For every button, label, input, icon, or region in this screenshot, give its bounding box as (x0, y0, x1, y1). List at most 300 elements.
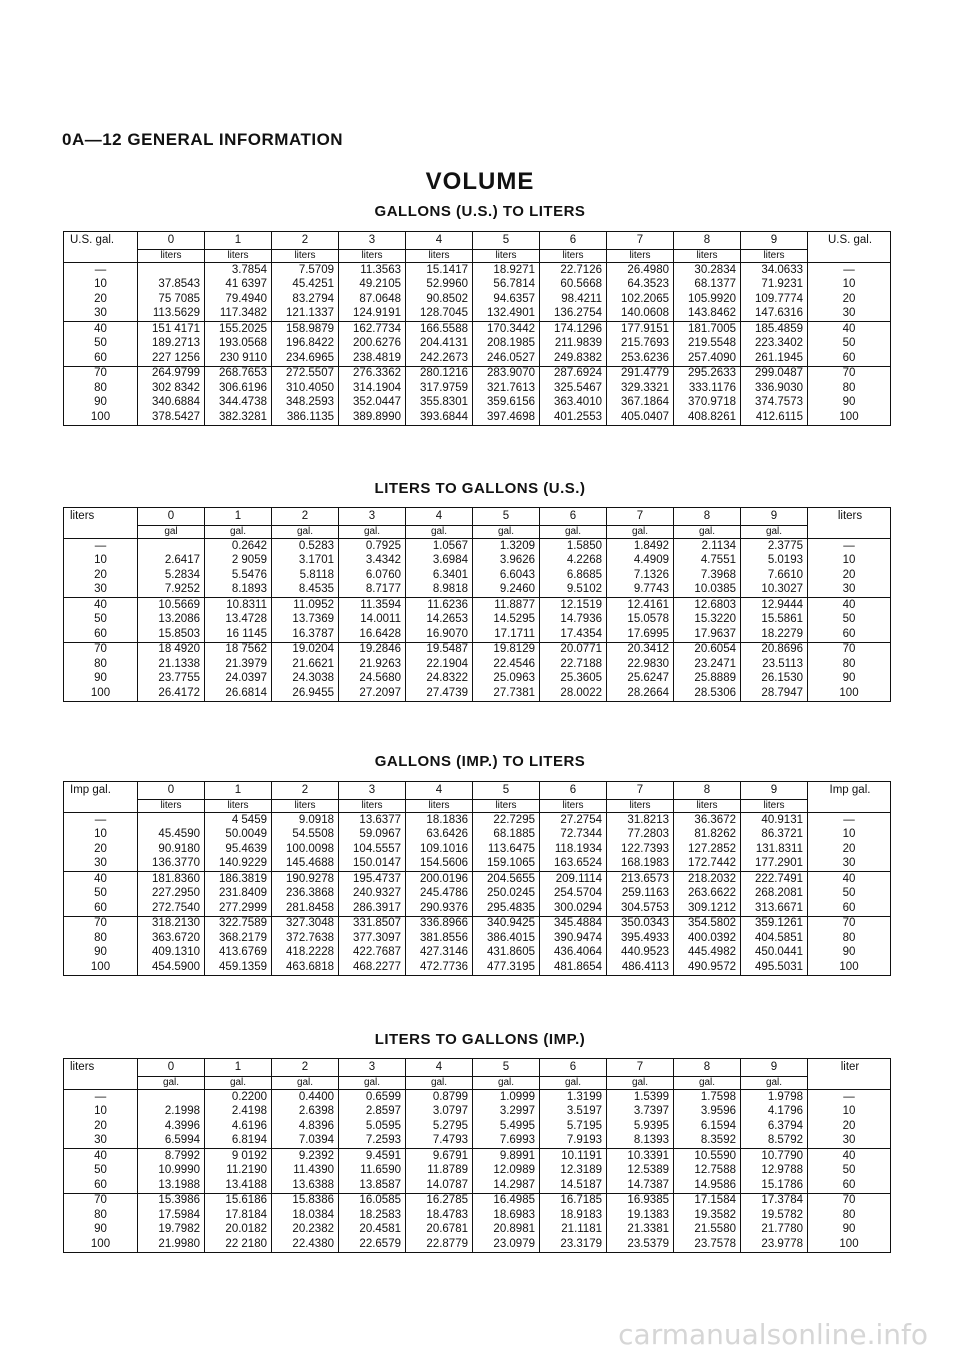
value-cell: 5.7195 (540, 1119, 607, 1134)
units-spacer (64, 526, 138, 539)
value-cell: 77.2803 (607, 828, 674, 843)
value-cell: 21.1181 (540, 1223, 607, 1238)
value-cell: 23.2471 (674, 657, 741, 672)
value-cell: 20.6054 (674, 642, 741, 657)
value-cell: 20.0771 (540, 642, 607, 657)
value-cell: 68.1885 (473, 828, 540, 843)
value-cell: 117.3482 (205, 307, 272, 322)
row-unit-header: Imp gal. (64, 782, 138, 800)
row-label-right: 30 (808, 1134, 891, 1149)
value-cell: 150.0147 (339, 857, 406, 872)
value-cell: 300.0294 (540, 901, 607, 916)
value-cell: 13.2086 (138, 613, 205, 628)
value-cell: 9.2392 (272, 1149, 339, 1164)
table-row (64, 396, 891, 411)
value-cell: 23.7578 (674, 1237, 741, 1253)
value-cell: 11.3563 (339, 263, 406, 278)
value-cell: 359.6156 (473, 396, 540, 411)
value-cell: 12.9788 (741, 1164, 808, 1179)
value-cell: 23.5379 (607, 1237, 674, 1253)
value-cell: 333.1176 (674, 381, 741, 396)
value-cell: 363.4010 (540, 396, 607, 411)
value-cell: 7.4793 (406, 1134, 473, 1149)
value-cell: 227 1256 (138, 351, 205, 366)
value-cell: 413.6769 (205, 946, 272, 961)
row-label: 80 (64, 931, 138, 946)
table-row (64, 381, 891, 396)
row-label-right: 20 (808, 842, 891, 857)
value-cell: 18 7562 (205, 642, 272, 657)
value-cell: 19.7982 (138, 1223, 205, 1238)
value-cell: 10.7790 (741, 1149, 808, 1164)
value-cell: 22.6579 (339, 1237, 406, 1253)
column-header: 7 (607, 232, 674, 250)
value-cell: 11.0952 (272, 598, 339, 613)
row-label-right: 40 (808, 872, 891, 887)
value-cell: 79.4940 (205, 292, 272, 307)
value-cell: 17.6995 (607, 627, 674, 642)
value-cell: 95.4639 (205, 842, 272, 857)
value-cell: 9.6791 (406, 1149, 473, 1164)
row-label: 50 (64, 887, 138, 902)
row-label-right: 40 (808, 1149, 891, 1164)
value-cell: 17.1584 (674, 1193, 741, 1208)
table-imp-gal-to-liters (63, 781, 891, 976)
value-cell: 397.4698 (473, 410, 540, 426)
value-cell: 16.7185 (540, 1193, 607, 1208)
value-cell: 18.9183 (540, 1208, 607, 1223)
value-cell: 131.8311 (741, 842, 808, 857)
value-cell: 393.6844 (406, 410, 473, 426)
value-cell: 19.5487 (406, 642, 473, 657)
value-cell: 83.2794 (272, 292, 339, 307)
row-label-right: 100 (808, 1237, 891, 1253)
value-cell: 166.5588 (406, 322, 473, 337)
value-cell: 11.2190 (205, 1164, 272, 1179)
value-cell: 280.1216 (406, 366, 473, 381)
row-label: 40 (64, 598, 138, 613)
row-label-right: — (808, 539, 891, 554)
value-cell: 86.3721 (741, 828, 808, 843)
value-cell: 213.6573 (607, 872, 674, 887)
value-cell: 20.2382 (272, 1223, 339, 1238)
table-row (64, 642, 891, 657)
value-cell: 2.1998 (138, 1105, 205, 1120)
value-cell: 41 6397 (205, 278, 272, 293)
row-label: 50 (64, 613, 138, 628)
value-cell: 290.9376 (406, 901, 473, 916)
value-cell: 12.3189 (540, 1164, 607, 1179)
table-row (64, 539, 891, 554)
value-cell: 257.4090 (674, 351, 741, 366)
column-header: 3 (339, 782, 406, 800)
row-label-right: 50 (808, 1164, 891, 1179)
value-cell: 359.1261 (741, 916, 808, 931)
value-cell: 136.2754 (540, 307, 607, 322)
value-cell: 140.0608 (607, 307, 674, 322)
value-cell: 20.0182 (205, 1223, 272, 1238)
value-cell (138, 263, 205, 278)
header-row (64, 782, 891, 800)
unit-label: gal. (607, 526, 674, 539)
value-cell: 12.5389 (607, 1164, 674, 1179)
value-cell: 24.3038 (272, 672, 339, 687)
value-cell: 345.4884 (540, 916, 607, 931)
value-cell (138, 1090, 205, 1105)
table-row (64, 1149, 891, 1164)
header-row (64, 232, 891, 250)
value-cell: 195.4737 (339, 872, 406, 887)
value-cell: 304.5753 (607, 901, 674, 916)
row-label: 20 (64, 568, 138, 583)
value-cell: 56.7814 (473, 278, 540, 293)
value-cell: 30.2834 (674, 263, 741, 278)
row-label-right: 90 (808, 672, 891, 687)
value-cell: 20.6781 (406, 1223, 473, 1238)
row-label: — (64, 263, 138, 278)
value-cell: 0.2200 (205, 1090, 272, 1105)
table-row (64, 627, 891, 642)
row-label-right: 10 (808, 554, 891, 569)
value-cell: 13.6377 (339, 813, 406, 828)
value-cell: 445.4982 (674, 946, 741, 961)
row-label-right: — (808, 263, 891, 278)
value-cell: 9 0192 (205, 1149, 272, 1164)
column-header: 6 (540, 508, 607, 526)
value-cell: 18.4783 (406, 1208, 473, 1223)
value-cell: 34.0633 (741, 263, 808, 278)
unit-label: liters (473, 250, 540, 263)
value-cell: 24.5680 (339, 672, 406, 687)
value-cell: 28.7947 (741, 686, 808, 702)
row-label-right: 100 (808, 960, 891, 976)
column-header: 3 (339, 508, 406, 526)
value-cell: 21.5580 (674, 1223, 741, 1238)
column-header: 3 (339, 1059, 406, 1077)
table-row (64, 410, 891, 426)
row-label-right: 80 (808, 931, 891, 946)
value-cell: 318.2130 (138, 916, 205, 931)
row-label: 20 (64, 842, 138, 857)
column-header: 8 (674, 1059, 741, 1077)
value-cell: 336.9030 (741, 381, 808, 396)
value-cell: 486.4113 (607, 960, 674, 976)
header-row (64, 1059, 891, 1077)
row-unit-header-right: liter (808, 1059, 891, 1077)
value-cell: 81.8262 (674, 828, 741, 843)
table-row (64, 1119, 891, 1134)
value-cell: 4.1796 (741, 1105, 808, 1120)
value-cell: 16 1145 (205, 627, 272, 642)
value-cell: 254.5704 (540, 887, 607, 902)
row-label-right: 70 (808, 366, 891, 381)
value-cell: 16.3787 (272, 627, 339, 642)
value-cell: 25.3605 (540, 672, 607, 687)
value-cell: 22.1904 (406, 657, 473, 672)
table-row (64, 337, 891, 352)
unit-label: gal. (741, 526, 808, 539)
value-cell: 5.5476 (205, 568, 272, 583)
value-cell: 13.7369 (272, 613, 339, 628)
value-cell: 272.7540 (138, 901, 205, 916)
value-cell: 20.3412 (607, 642, 674, 657)
value-cell: 104.5557 (339, 842, 406, 857)
value-cell: 259.1163 (607, 887, 674, 902)
value-cell: 209.1114 (540, 872, 607, 887)
unit-label: liters (339, 250, 406, 263)
row-label-right: 80 (808, 1208, 891, 1223)
table-row (64, 686, 891, 702)
value-cell: 21.6621 (272, 657, 339, 672)
value-cell: 7.0394 (272, 1134, 339, 1149)
value-cell: 16.9070 (406, 627, 473, 642)
value-cell: 283.9070 (473, 366, 540, 381)
value-cell: 15.1786 (741, 1178, 808, 1193)
value-cell: 36.3672 (674, 813, 741, 828)
value-cell: 14.7387 (607, 1178, 674, 1193)
value-cell: 7.6993 (473, 1134, 540, 1149)
value-cell: 45.4590 (138, 828, 205, 843)
value-cell: 5.2795 (406, 1119, 473, 1134)
value-cell: 2 9059 (205, 554, 272, 569)
value-cell: 19.1383 (607, 1208, 674, 1223)
row-label: 60 (64, 627, 138, 642)
page-header: 0A—12 GENERAL INFORMATION (62, 130, 344, 149)
unit-label: gal. (205, 1077, 272, 1090)
value-cell: 400.0392 (674, 931, 741, 946)
row-label-right: — (808, 1090, 891, 1105)
value-cell: 75 7085 (138, 292, 205, 307)
row-label: 50 (64, 337, 138, 352)
value-cell: 401.2553 (540, 410, 607, 426)
value-cell: 7.1326 (607, 568, 674, 583)
value-cell: 31.8213 (607, 813, 674, 828)
column-header: 0 (138, 1059, 205, 1077)
row-label: 70 (64, 916, 138, 931)
value-cell: 6.1594 (674, 1119, 741, 1134)
column-header: 4 (406, 508, 473, 526)
units-spacer (64, 1077, 138, 1090)
value-cell: 204.4131 (406, 337, 473, 352)
value-cell: 14.2653 (406, 613, 473, 628)
value-cell: 2.6398 (272, 1105, 339, 1120)
value-cell: 219.5548 (674, 337, 741, 352)
row-label: 20 (64, 1119, 138, 1134)
table-row (64, 813, 891, 828)
column-header: 5 (473, 1059, 540, 1077)
row-label: 30 (64, 307, 138, 322)
value-cell: 412.6115 (741, 410, 808, 426)
value-cell: 12.9444 (741, 598, 808, 613)
table-row (64, 1134, 891, 1149)
column-header: 8 (674, 782, 741, 800)
value-cell: 1.5399 (607, 1090, 674, 1105)
value-cell: 3.6984 (406, 554, 473, 569)
value-cell: 26.1530 (741, 672, 808, 687)
row-label: — (64, 539, 138, 554)
value-cell: 23.5113 (741, 657, 808, 672)
value-cell: 281.8458 (272, 901, 339, 916)
value-cell: 238.4819 (339, 351, 406, 366)
value-cell (138, 539, 205, 554)
value-cell: 310.4050 (272, 381, 339, 396)
column-header: 1 (205, 782, 272, 800)
section-title-liters-to-us-gal: LITERS TO GALLONS (U.S.) (374, 480, 586, 497)
value-cell: 4.3996 (138, 1119, 205, 1134)
value-cell: 13.8587 (339, 1178, 406, 1193)
value-cell: 13.1988 (138, 1178, 205, 1193)
value-cell: 15.8386 (272, 1193, 339, 1208)
unit-label: liters (540, 800, 607, 813)
column-header: 4 (406, 232, 473, 250)
value-cell: 3.0797 (406, 1105, 473, 1120)
value-cell: 236.3868 (272, 887, 339, 902)
row-label: 80 (64, 1208, 138, 1223)
value-cell: 370.9718 (674, 396, 741, 411)
row-label: 30 (64, 857, 138, 872)
value-cell: 18.6983 (473, 1208, 540, 1223)
value-cell: 3.7854 (205, 263, 272, 278)
value-cell: 4.8396 (272, 1119, 339, 1134)
value-cell: 20.4581 (339, 1223, 406, 1238)
value-cell: 314.1904 (339, 381, 406, 396)
value-cell: 200.0196 (406, 872, 473, 887)
value-cell: 159.1065 (473, 857, 540, 872)
value-cell: 352.0447 (339, 396, 406, 411)
column-header: 4 (406, 1059, 473, 1077)
row-label: 80 (64, 657, 138, 672)
value-cell: 145.4688 (272, 857, 339, 872)
column-header: 1 (205, 1059, 272, 1077)
value-cell: 0.6599 (339, 1090, 406, 1105)
table-row (64, 1208, 891, 1223)
value-cell: 12.6803 (674, 598, 741, 613)
unit-label: gal. (406, 1077, 473, 1090)
value-cell: 4.6196 (205, 1119, 272, 1134)
unit-label: liters (406, 800, 473, 813)
value-cell: 22.9830 (607, 657, 674, 672)
unit-label: gal. (674, 526, 741, 539)
value-cell: 94.6357 (473, 292, 540, 307)
value-cell: 50.0049 (205, 828, 272, 843)
value-cell: 23.0979 (473, 1237, 540, 1253)
row-label: 50 (64, 1164, 138, 1179)
value-cell: 27.2754 (540, 813, 607, 828)
value-cell: 22 2180 (205, 1237, 272, 1253)
value-cell: 368.2179 (205, 931, 272, 946)
column-header: 2 (272, 508, 339, 526)
unit-label: gal. (205, 526, 272, 539)
column-header: 3 (339, 232, 406, 250)
value-cell: 12.0989 (473, 1164, 540, 1179)
value-cell: 378.5427 (138, 410, 205, 426)
value-cell: 215.7693 (607, 337, 674, 352)
column-header: 0 (138, 782, 205, 800)
value-cell: 8.3592 (674, 1134, 741, 1149)
value-cell: 6.8685 (540, 568, 607, 583)
value-cell: 59.0967 (339, 828, 406, 843)
value-cell: 122.7393 (607, 842, 674, 857)
value-cell: 196.8422 (272, 337, 339, 352)
row-label-right: 30 (808, 583, 891, 598)
value-cell: 277.2999 (205, 901, 272, 916)
row-label: 10 (64, 278, 138, 293)
table-row (64, 842, 891, 857)
value-cell: 24.8322 (406, 672, 473, 687)
row-label: 100 (64, 410, 138, 426)
row-label: 70 (64, 642, 138, 657)
row-label-right: 20 (808, 568, 891, 583)
value-cell: 13.4188 (205, 1178, 272, 1193)
value-cell: 13.4728 (205, 613, 272, 628)
column-header: 6 (540, 232, 607, 250)
value-cell: 418.2228 (272, 946, 339, 961)
row-label: 90 (64, 946, 138, 961)
unit-label: gal. (138, 1077, 205, 1090)
value-cell: 12.1519 (540, 598, 607, 613)
unit-label: liters (272, 250, 339, 263)
value-cell: 8.7992 (138, 1149, 205, 1164)
value-cell: 17.3784 (741, 1193, 808, 1208)
value-cell: 63.6426 (406, 828, 473, 843)
table-liters-to-imp-gal (63, 1058, 891, 1253)
value-cell: 24.0397 (205, 672, 272, 687)
page-title: VOLUME (425, 168, 535, 195)
value-cell: 272.5507 (272, 366, 339, 381)
row-label-right: 20 (808, 1119, 891, 1134)
value-cell: 1.0999 (473, 1090, 540, 1105)
value-cell: 9.2460 (473, 583, 540, 598)
value-cell: 11.8789 (406, 1164, 473, 1179)
row-label: 10 (64, 1105, 138, 1120)
value-cell: 19.8129 (473, 642, 540, 657)
row-label-right: 50 (808, 887, 891, 902)
unit-label: liters (406, 250, 473, 263)
value-cell: 382.3281 (205, 410, 272, 426)
value-cell: 140.9229 (205, 857, 272, 872)
value-cell: 15.3220 (674, 613, 741, 628)
value-cell: 19.3582 (674, 1208, 741, 1223)
table-row (64, 1164, 891, 1179)
value-cell: 3.9626 (473, 554, 540, 569)
value-cell: 49.2105 (339, 278, 406, 293)
table-row (64, 657, 891, 672)
value-cell: 287.6924 (540, 366, 607, 381)
value-cell: 185.4859 (741, 322, 808, 337)
table-row (64, 1237, 891, 1253)
value-cell: 336.8966 (406, 916, 473, 931)
value-cell: 0.8799 (406, 1090, 473, 1105)
value-cell: 26.4980 (607, 263, 674, 278)
row-label: — (64, 813, 138, 828)
section-title-us-gal-to-liters: GALLONS (U.S.) TO LITERS (374, 203, 586, 220)
value-cell: 52.9960 (406, 278, 473, 293)
value-cell: 28.5306 (674, 686, 741, 702)
value-cell: 15.0578 (607, 613, 674, 628)
watermark: carmanualsonline.info (618, 1318, 928, 1351)
value-cell: 22.4380 (272, 1237, 339, 1253)
value-cell: 317.9759 (406, 381, 473, 396)
row-label-right: 90 (808, 1223, 891, 1238)
value-cell: 11.3594 (339, 598, 406, 613)
value-cell: 1.8492 (607, 539, 674, 554)
value-cell: 27.4739 (406, 686, 473, 702)
value-cell: 3.4342 (339, 554, 406, 569)
value-cell: 1.0567 (406, 539, 473, 554)
value-cell: 211.9839 (540, 337, 607, 352)
column-header: 2 (272, 1059, 339, 1077)
value-cell: 227.2950 (138, 887, 205, 902)
